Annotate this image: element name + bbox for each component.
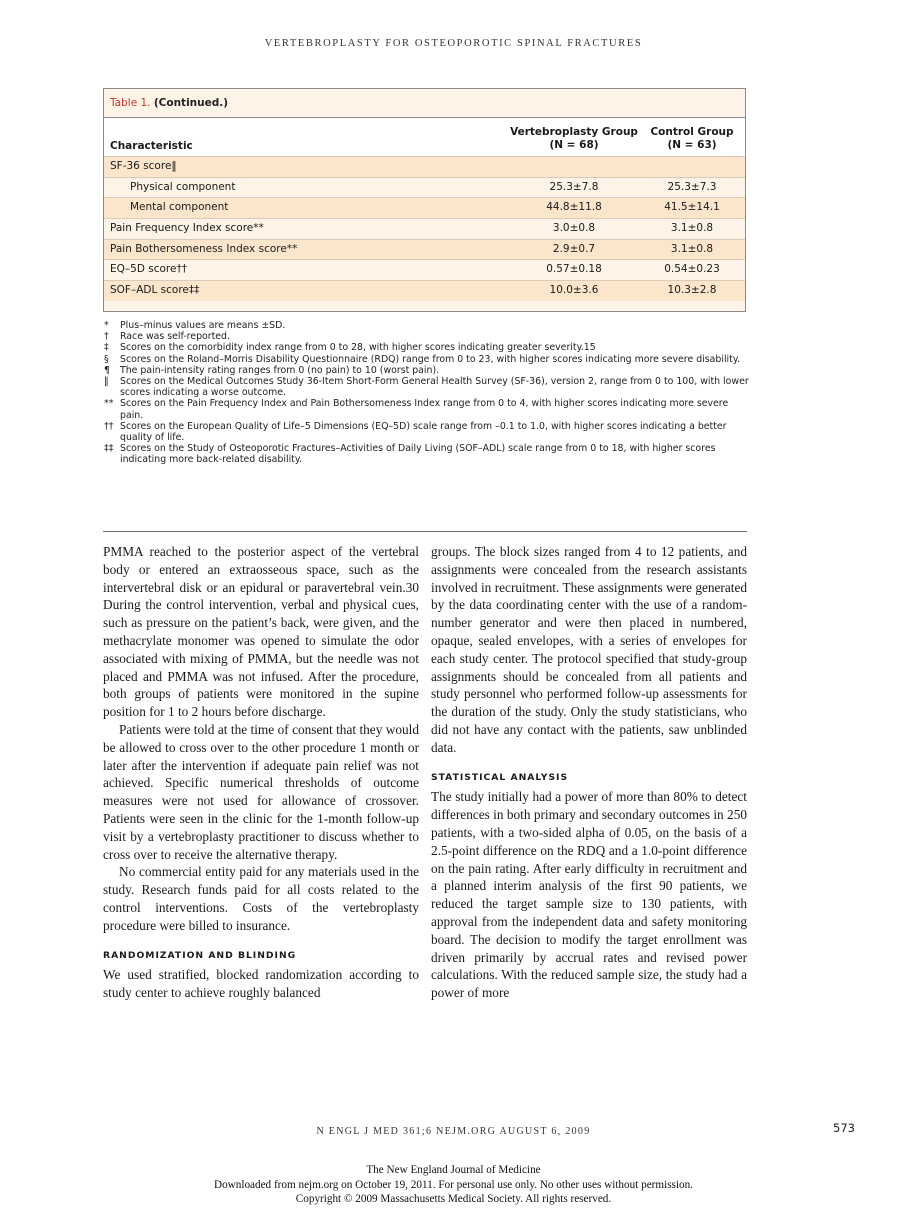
footnote [104,365,749,376]
section-heading-randomization: RANDOMIZATION AND BLINDING [103,949,297,961]
row-label: Pain Frequency Index score** [110,222,264,235]
row-vertebroplasty-value: 44.8±11.8 [546,201,602,214]
footnote-text: Race was self-reported. [120,331,230,343]
body-paragraph: Patients were told at the time of consent that they would be allowed to cross over to the other procedure 1 month or later after the intervention if adequate pain relief was not achieved. Specific numerical thresholds of outcome measures were not used for allowance of crossover. Patients were seen in the clinic for the 1-month follow-up visit by a vertebroplasty practitioner to discuss whether to cross over to receive the alternative therapy. [103,721,419,862]
table-row [104,259,745,280]
table-number: Table 1. [110,97,151,109]
footnote [104,376,749,398]
row-control-value: 3.1±0.8 [670,242,714,255]
footnote-text: The pain-intensity rating ranges from 0 (no pain) to 10 (worst pain). [120,364,440,376]
row-label: SOF–ADL score‡‡ [110,284,200,297]
body-paragraph: We used stratified, blocked randomization according to study center to achieve roughly balanced [103,967,419,1001]
download-notice: Downloaded from nejm.org on October 19, 2011. For personal use only. No other uses without permission. [213,1178,694,1191]
body-column-left [103,543,419,1002]
footnote-symbol: § [104,353,109,365]
table-row [104,239,745,260]
table-row [104,218,745,239]
row-label: EQ–5D score†† [110,263,187,276]
table-column-header [104,118,745,156]
table-footnotes [104,320,749,466]
footnote-text: Scores on the comorbidity index range from 0 to 28, with higher scores indicating greater severity.15 [120,342,596,354]
column-header-characteristic: Characteristic [110,140,193,152]
row-vertebroplasty-value: 0.57±0.18 [546,263,602,276]
journal-name: The New England Journal of Medicine [366,1164,541,1176]
row-label: Mental component [130,201,229,214]
footnote-symbol: †† [104,420,114,432]
body-column-right [431,543,747,1002]
table-caption [104,89,745,118]
footnote-symbol: ‡ [104,342,109,354]
row-control-value: 41.5±14.1 [664,201,720,214]
footnote-text: Scores on the Study of Osteoporotic Fractures–Activities of Daily Living (SOF–ADL) scale range from 0 to 18, with higher scores indicating more back-related disability. [120,443,716,466]
footnote-text: Scores on the European Quality of Life–5 Dimensions (EQ–5D) scale range from –0.1 to 1.0, with higher scores indicating a better quality of life. [120,420,727,444]
footnote [104,443,749,465]
row-vertebroplasty-value: 10.0±3.6 [549,284,599,297]
row-control-value: 10.3±2.8 [667,284,717,297]
table-row [104,177,745,198]
section-heading-statistical-analysis: STATISTICAL ANALYSIS [431,771,569,783]
footnote-symbol: * [104,320,109,331]
body-paragraph: groups. The block sizes ranged from 4 to 12 patients, and assignments were concealed from the research assistants involved in recruitment. These assignments were generated by the data coordinating center with the use of a random-number generator and were then placed in numbered, opaque, sealed envelopes, with a series of envelopes for each study center. The protocol specified that study-group assignments should be concealed from all patients and study personnel who performed follow-up assessments for the duration of the study. Only the study statisticians, who did not have any contact with the patients, saw unblinded data. [431,544,747,755]
row-control-value: 0.54±0.23 [664,263,720,276]
row-vertebroplasty-value: 3.0±0.8 [552,222,596,235]
column-header-vertebroplasty-n: (N = 68) [549,139,599,151]
footnote-symbol: ‡‡ [104,443,114,455]
footnote [104,342,749,353]
body-paragraph: The study initially had a power of more than 80% to detect differences in both primary and secondary outcomes in 250 patients, with a two-sided alpha of 0.05, on the basis of a 2.5-point difference on the RDQ and a 1.0-point difference on the pain rating. After early difficulty in recruitment and a planned interim analysis of the first 90 patients, we reduced the target sample size to 130 patients, with approval from the independent data and safety monitoring board. The decision to modify the target enrollment was driven primarily by accrual rates and revised power calculations. With the reduced sample size, the study had a power of more [431,789,747,1001]
column-header-control-title: Control Group [650,126,734,138]
table-row [104,197,745,218]
body-paragraph: No commercial entity paid for any materials used in the study. Research funds paid for all costs related to the control interventions. Costs of the vertebroplasty procedure were billed to insurance. [103,864,419,933]
footnote [104,354,749,365]
column-header-control-n: (N = 63) [667,139,717,151]
footnote-symbol: ** [104,398,114,410]
row-vertebroplasty-value: 25.3±7.8 [549,180,599,193]
column-header-vertebroplasty-title: Vertebroplasty Group [510,126,638,138]
row-label: SF-36 score‖ [110,160,177,172]
page-number: 573 [833,1121,855,1135]
table-row [104,156,745,177]
table-continued-label: (Continued.) [153,97,229,109]
row-vertebroplasty-value: 2.9±0.7 [552,242,596,255]
table-1 [103,88,746,312]
row-control-value: 3.1±0.8 [670,222,714,235]
column-header-control [642,126,742,152]
footnote-text: Plus–minus values are means ±SD. [120,320,286,331]
row-label: Pain Bothersomeness Index score** [110,242,298,255]
footnote [104,331,749,342]
column-header-vertebroplasty [504,126,644,152]
footer-citation: N ENGL J MED 361;6 NEJM.ORG AUGUST 6, 2009 [316,1126,591,1137]
footnote-symbol: † [104,331,109,343]
table-divider [103,531,747,532]
footnote-text: Scores on the Pain Frequency Index and Pain Bothersomeness Index range from 0 to 4, with higher scores indicating more severe pain. [120,398,729,421]
table-row [104,280,745,301]
download-notice-block [0,1163,907,1207]
footnote-text: Scores on the Medical Outcomes Study 36-Item Short-Form General Health Survey (SF-36), version 2, range from 0 to 100, with lower scores indicating a worse outcome. [120,376,749,399]
copyright-notice: Copyright © 2009 Massachusetts Medical Society. All rights reserved. [295,1193,612,1205]
footnote-symbol: ¶ [104,364,110,376]
footnote [104,398,749,420]
footnote [104,320,749,331]
running-head: VERTEBROPLASTY FOR OSTEOPOROTIC SPINAL FRACTURES [264,38,643,49]
footnote-symbol: ‖ [104,376,109,388]
row-label: Physical component [130,180,236,193]
row-control-value: 25.3±7.3 [667,180,717,193]
footnote-text: Scores on the Roland–Morris Disability Questionnaire (RDQ) range from 0 to 23, with higher scores indicating more severe disability. [120,353,741,365]
body-paragraph: PMMA reached to the posterior aspect of the vertebral body or entered an extraosseous space, such as the intervertebral disk or an epidural or paravertebral vein.30 During the control intervention, verbal and physical cues, such as pressure on the patient’s back, were given, and the methacrylate monomer was opened to simulate the odor associated with mixing of PMMA, but the needle was not placed and PMMA was not infused. After the procedure, both groups of patients were monitored in the supine position for 1 to 2 hours before discharge. [103,544,419,720]
footnote [104,421,749,443]
